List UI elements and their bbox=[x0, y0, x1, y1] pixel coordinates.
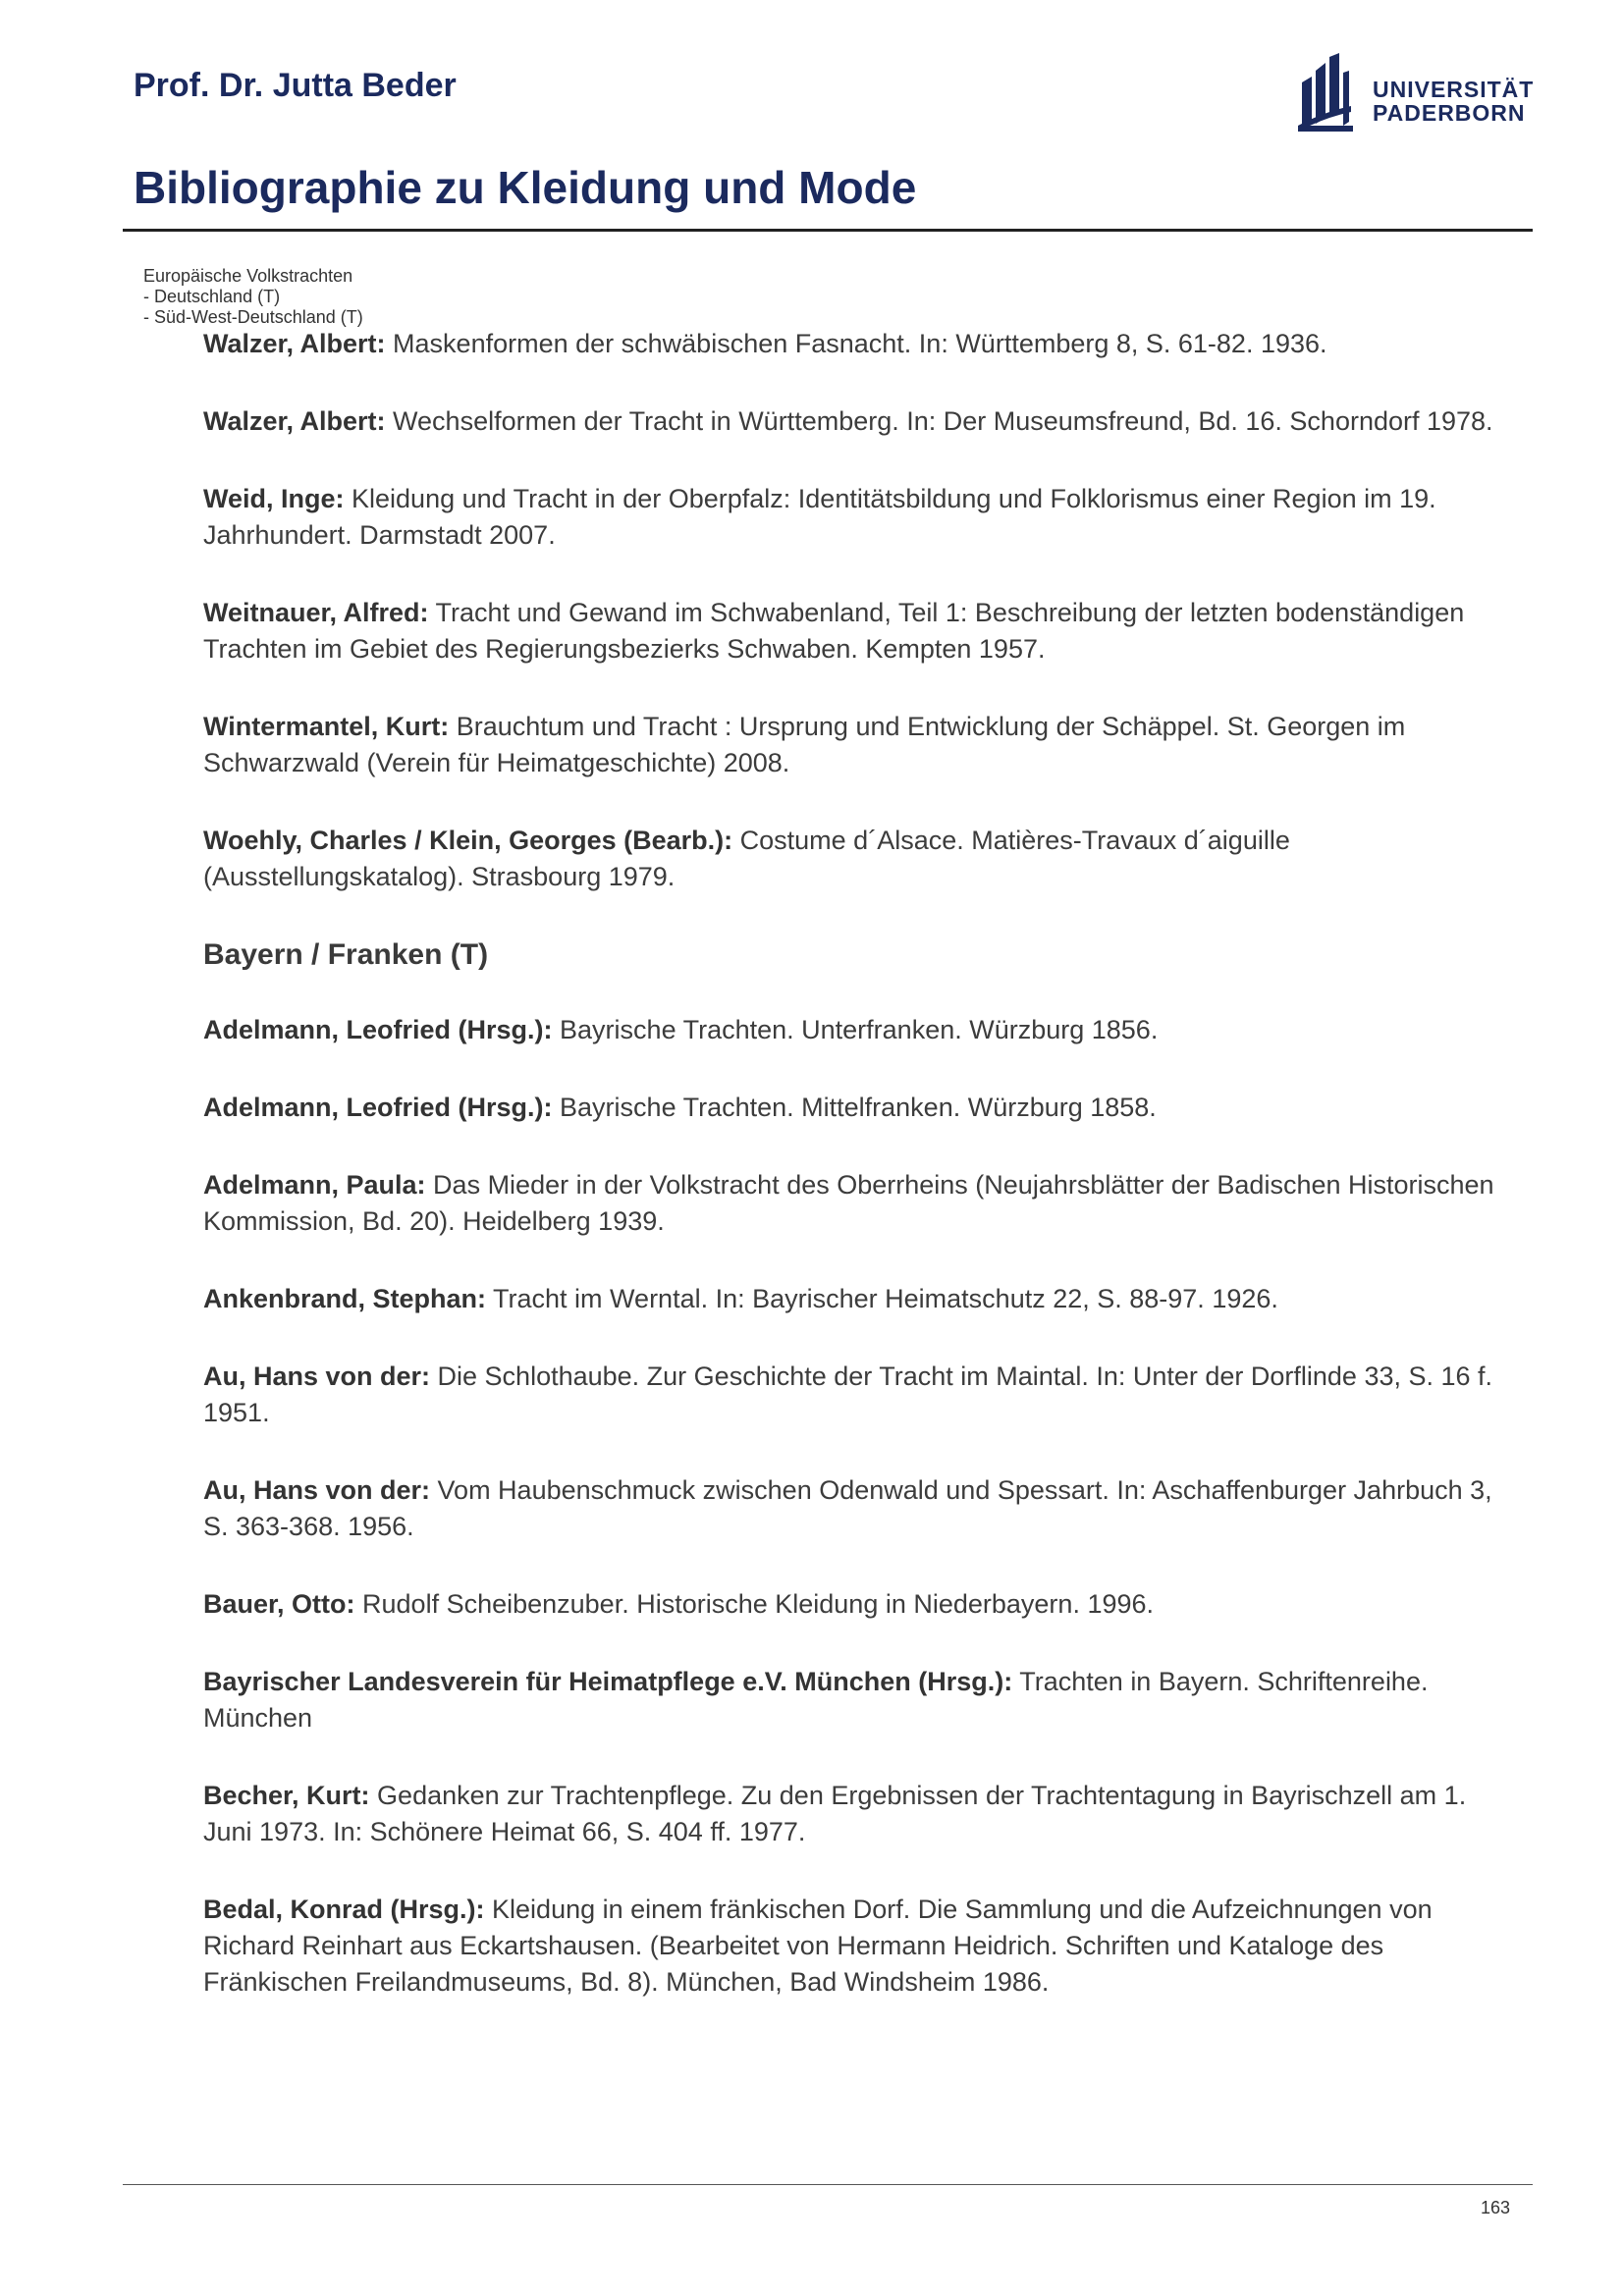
bibliography-entry bbox=[203, 1778, 1519, 1850]
entry-text: Tracht im Werntal. In: Bayrischer Heimatschutz 22, S. 88-97. 1926. bbox=[486, 1284, 1278, 1313]
entry-author: Adelmann, Leofried (Hrsg.): bbox=[203, 1093, 553, 1122]
bibliography-entry bbox=[203, 481, 1519, 554]
logo-text-line2: PADERBORN bbox=[1373, 100, 1526, 126]
entry-text: Costume d´Alsace. Matières-Travaux d´aiguille (Ausstellungskatalog). Strasbourg 1979. bbox=[203, 826, 1290, 891]
entry-text: Rudolf Scheibenzuber. Historische Kleidung in Niederbayern. 1996. bbox=[354, 1589, 1155, 1619]
bibliography-entry bbox=[203, 595, 1519, 667]
entry-author: Becher, Kurt: bbox=[203, 1781, 370, 1810]
entry-author: Wintermantel, Kurt: bbox=[203, 712, 450, 741]
breadcrumb-item: - Deutschland (T) bbox=[143, 287, 281, 306]
breadcrumb-item: Europäische Volkstrachten bbox=[143, 266, 353, 286]
entry-author: Weid, Inge: bbox=[203, 484, 345, 513]
breadcrumb bbox=[134, 245, 385, 328]
entry-text: Die Schlothaube. Zur Geschichte der Tracht im Maintal. In: Unter der Dorflinde 33, S. 16 f. 1951. bbox=[203, 1362, 1493, 1427]
bibliography-entry bbox=[203, 1586, 1519, 1623]
bibliography-entry bbox=[203, 709, 1519, 781]
entry-text: Wechselformen der Tracht in Württemberg. In: Der Museumsfreund, Bd. 16. Schorndorf 1978. bbox=[385, 406, 1493, 436]
bibliography-entry bbox=[203, 1892, 1519, 2001]
entry-author: Bauer, Otto: bbox=[203, 1589, 355, 1619]
entry-text: Tracht und Gewand im Schwabenland, Teil 1: Beschreibung der letzten bodenständigen Trachten im Gebiet des Regierungsbezierks Schwaben. Kempten 1957. bbox=[203, 598, 1465, 664]
bibliography-entry bbox=[203, 1664, 1519, 1736]
entry-text: Vom Haubenschmuck zwischen Odenwald und Spessart. In: Aschaffenburger Jahrbuch 3, S. 363-368. 1956. bbox=[203, 1475, 1492, 1541]
bibliography-entry bbox=[203, 1090, 1519, 1126]
entry-author: Weitnauer, Alfred: bbox=[203, 598, 429, 627]
entry-author: Adelmann, Paula: bbox=[203, 1170, 426, 1200]
bibliography-entry bbox=[203, 1167, 1519, 1240]
university-logo bbox=[1294, 53, 1535, 133]
bibliography-entry bbox=[203, 326, 1519, 362]
bibliography-entry bbox=[203, 1281, 1519, 1317]
bibliography-entry bbox=[203, 403, 1519, 440]
footer-divider bbox=[123, 2184, 1533, 2185]
bibliography-entry bbox=[203, 823, 1519, 895]
document-title: Bibliographie zu Kleidung und Mode bbox=[134, 162, 917, 213]
bibliography-entry bbox=[203, 1012, 1519, 1048]
entry-author: Au, Hans von der: bbox=[203, 1475, 431, 1505]
entry-author: Ankenbrand, Stephan: bbox=[203, 1284, 487, 1313]
entry-text: Trachten in Bayern. Schriftenreihe. München bbox=[203, 1667, 1429, 1733]
entry-text: Das Mieder in der Volkstracht des Oberrheins (Neujahrsblätter der Badischen Historischen Kommission, Bd. 20). Heidelberg 1939. bbox=[203, 1170, 1494, 1236]
bibliography-list bbox=[203, 326, 1519, 2042]
header-divider bbox=[123, 229, 1533, 232]
bibliography-entry bbox=[203, 1472, 1519, 1545]
entry-author: Woehly, Charles / Klein, Georges (Bearb.): bbox=[203, 826, 733, 855]
author-name: Prof. Dr. Jutta Beder bbox=[134, 67, 457, 104]
entry-author: Adelmann, Leofried (Hrsg.): bbox=[203, 1015, 553, 1044]
breadcrumb-item: - Süd-West-Deutschland (T) bbox=[143, 307, 363, 327]
entry-text: Kleidung in einem fränkischen Dorf. Die Sammlung und die Aufzeichnungen von Richard Reinhart aus Eckartshausen. (Bearbeitet von Hermann Heidrich. Schriften und Kataloge des Fränkischen Freilandmuseums, Bd. 8). München, Bad Windsheim 1986. bbox=[203, 1895, 1433, 1997]
entry-text: Maskenformen der schwäbischen Fasnacht. In: Württemberg 8, S. 61-82. 1936. bbox=[385, 329, 1327, 358]
entry-author: Bedal, Konrad (Hrsg.): bbox=[203, 1895, 485, 1924]
bibliography-entry bbox=[203, 1359, 1519, 1431]
university-logo-icon bbox=[1294, 53, 1365, 133]
entry-text: Bayrische Trachten. Mittelfranken. Würzburg 1858. bbox=[552, 1093, 1157, 1122]
entry-author: Walzer, Albert: bbox=[203, 406, 386, 436]
entry-text: Bayrische Trachten. Unterfranken. Würzburg 1856. bbox=[552, 1015, 1159, 1044]
entry-author: Au, Hans von der: bbox=[203, 1362, 431, 1391]
section-heading: Bayern / Franken (T) bbox=[203, 938, 489, 971]
entry-text: Kleidung und Tracht in der Oberpfalz: Identitätsbildung und Folklorismus einer Region im 19. Jahrhundert. Darmstadt 2007. bbox=[203, 484, 1436, 550]
page-number: 163 bbox=[1481, 2198, 1511, 2217]
entry-text: Gedanken zur Trachtenpflege. Zu den Ergebnissen der Trachtentagung in Bayrischzell am 1. Juni 1973. In: Schönere Heimat 66, S. 404 ff. 1977. bbox=[203, 1781, 1467, 1846]
entry-author: Walzer, Albert: bbox=[203, 329, 386, 358]
entry-text: Brauchtum und Tracht : Ursprung und Entwicklung der Schäppel. St. Georgen im Schwarzwald (Verein für Heimatgeschichte) 2008. bbox=[203, 712, 1406, 777]
entry-author: Bayrischer Landesverein für Heimatpflege e.V. München (Hrsg.): bbox=[203, 1667, 1013, 1696]
logo-text-line1: UNIVERSITÄT bbox=[1373, 77, 1535, 102]
